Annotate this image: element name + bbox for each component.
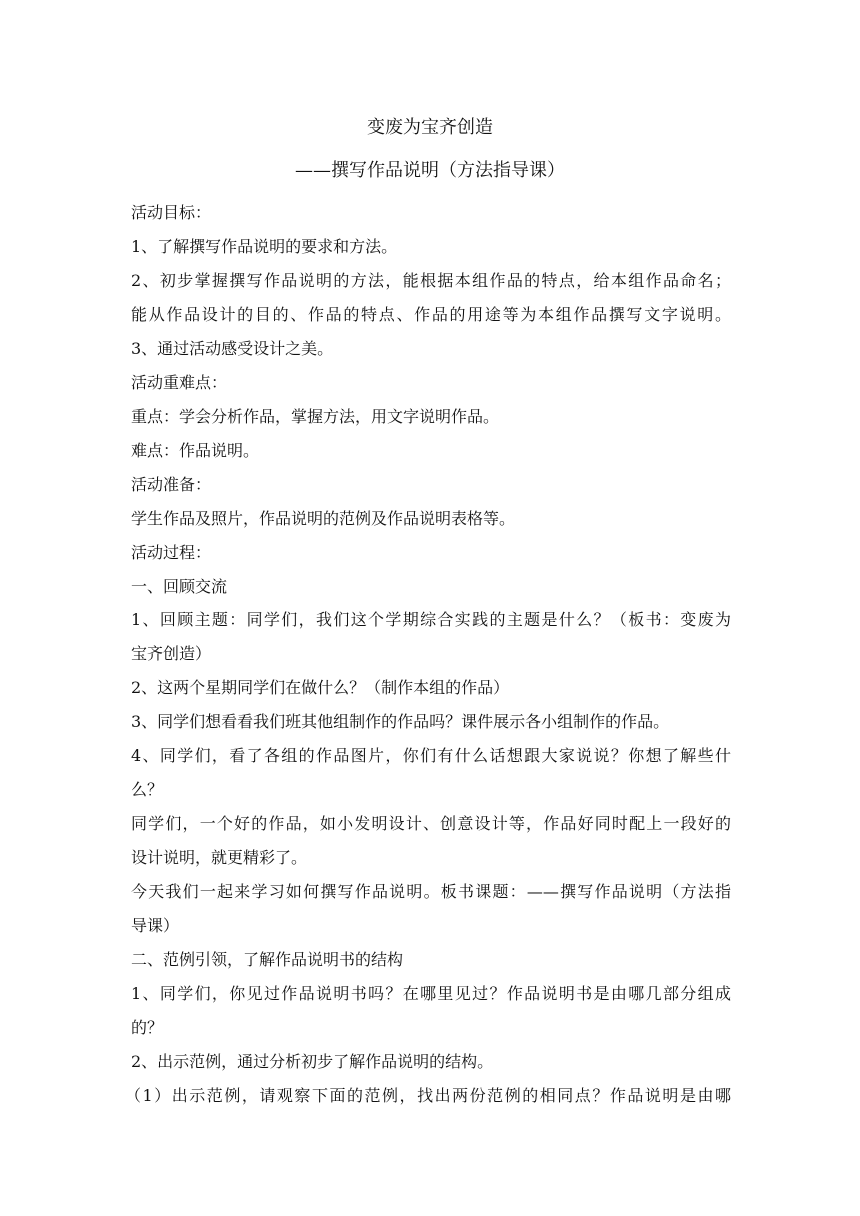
paragraph-line: 能从作品设计的目的、作品的特点、作品的用途等为本组作品撰写文字说明。 (131, 305, 731, 324)
paragraph-line: 今天我们一起来学习如何撰写作品说明。板书课题：——撰写作品说明（方法指 (131, 882, 731, 901)
paragraph-line: 难点：作品说明。 (131, 441, 260, 460)
paragraph-line: 同学们，一个好的作品，如小发明设计、创意设计等，作品好同时配上一段好的 (131, 814, 731, 833)
section-heading-review: 一、回顾交流 (131, 577, 228, 596)
paragraph-line: 学生作品及照片，作品说明的范例及作品说明表格等。 (131, 509, 516, 528)
document-title: 变废为宝齐创造 (367, 117, 493, 138)
paragraph-line: 4、同学们，看了各组的作品图片，你们有什么话想跟大家说说？你想了解些什 (131, 746, 731, 765)
paragraph-line: 1、了解撰写作品说明的要求和方法。 (131, 237, 398, 256)
section-heading-preparation: 活动准备： (131, 475, 212, 494)
section-heading-process: 活动过程： (131, 543, 212, 562)
paragraph-line: 宝齐创造） (131, 644, 212, 663)
section-heading-goals: 活动目标： (131, 203, 212, 222)
paragraph-line: 的？ (131, 1018, 164, 1037)
paragraph-line: 重点：学会分析作品，掌握方法，用文字说明作品。 (131, 407, 500, 426)
paragraph-line: 3、同学们想看看我们班其他组制作的作品吗？课件展示各小组制作的作品。 (131, 712, 670, 731)
paragraph-line: 设计说明，就更精彩了。 (131, 848, 308, 867)
section-heading-examples: 二、范例引领，了解作品说明书的结构 (131, 950, 404, 969)
paragraph-line: （1）出示范例，请观察下面的范例，找出两份范例的相同点？作品说明是由哪 (125, 1086, 731, 1105)
paragraph-line: 2、出示范例，通过分析初步了解作品说明的结构。 (131, 1052, 494, 1071)
paragraph-line: 么？ (131, 780, 164, 799)
paragraph-line: 导课） (131, 916, 180, 935)
paragraph-line: 1、同学们，你见过作品说明书吗？在哪里见过？作品说明书是由哪几部分组成 (131, 984, 731, 1003)
paragraph-line: 3、通过活动感受设计之美。 (131, 339, 334, 358)
paragraph-line: 2、这两个星期同学们在做什么？（制作本组的作品） (131, 678, 510, 697)
document-subtitle: ——撰写作品说明（方法指导课） (295, 160, 565, 181)
section-heading-key-points: 活动重难点： (131, 373, 228, 392)
paragraph-line: 2、初步掌握撰写作品说明的方法，能根据本组作品的特点，给本组作品命名； (131, 271, 731, 290)
paragraph-line: 1、回顾主题：同学们，我们这个学期综合实践的主题是什么？（板书：变废为 (131, 610, 731, 629)
